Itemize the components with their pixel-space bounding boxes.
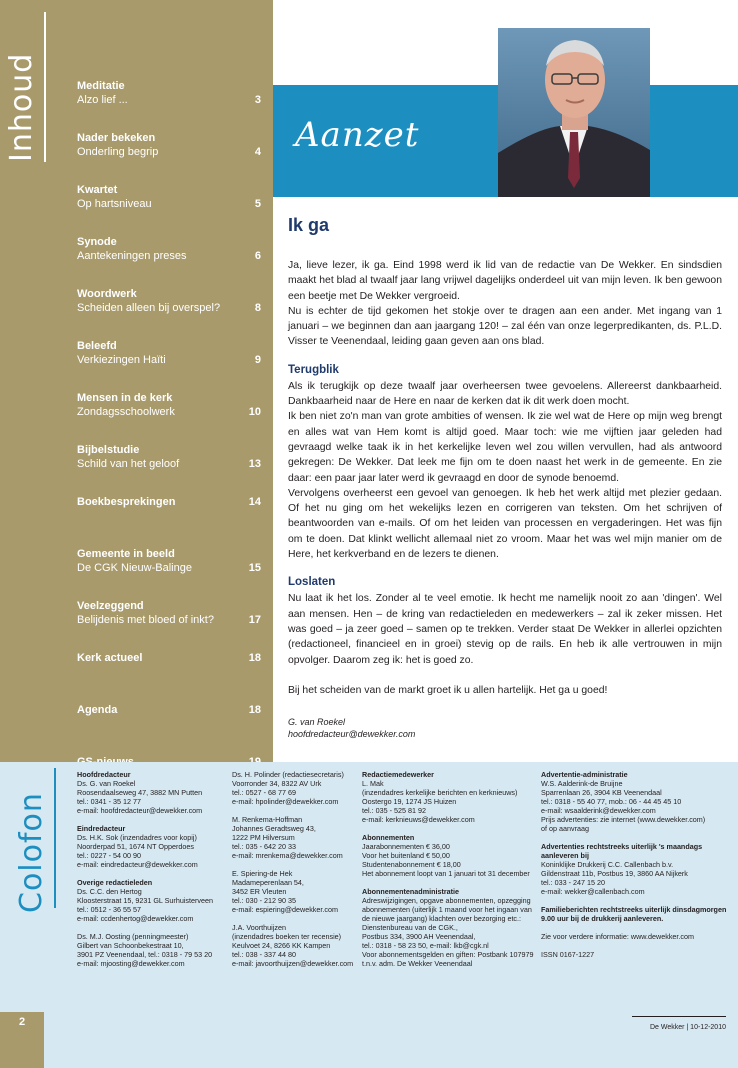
article-paragraph: Als ik terugkijk op deze twaalf jaar overheersen twee gevoelens. Allereerst dankbaarheid. Dankbaarheid naar de Here en naar de kerken dat ik dit werk doen mocht. [288, 380, 722, 408]
column-title: Aanzet [295, 115, 420, 155]
colophon-line: abonnementen (uiterlijk 1 maand voor het ingaan van [362, 905, 532, 914]
colophon-line[interactable]: e-mail: mjoosting@dewekker.com [77, 959, 185, 968]
signature-email[interactable]: hoofdredacteur@dewekker.com [288, 729, 416, 740]
toc-subtitle: Zondagsschoolwerk [77, 406, 175, 418]
colophon-line: of op aanvraag [541, 824, 589, 833]
colophon-line: 3901 PZ Veenendaal, tel.: 0318 - 79 53 20 [77, 950, 213, 959]
colophon-line: Voorronder 34, 8322 AV Urk [232, 779, 322, 788]
colophon-line: tel.: 035 - 525 81 92 [362, 806, 426, 815]
toc-subtitle: Alzo lief ... [77, 94, 128, 106]
colophon-line: Dienstenbureau van de CGK., [362, 923, 458, 932]
colophon-column-4 [541, 770, 731, 968]
page-number: 2 [0, 1012, 44, 1068]
colophon-line: Voor abonnementsgelden en giften: Postbank 107979 [362, 950, 534, 959]
colophon-block-title: Advertenties rechtstreeks uiterlijk 's maandags aanleveren bij [541, 842, 703, 860]
colophon-block [362, 770, 534, 824]
colophon-line: (inzendadres boeken ter recensie) [232, 932, 342, 941]
colophon-line: tel.: 0227 - 54 00 90 [77, 851, 141, 860]
colophon-block-title: Redactiemedewerker [362, 770, 434, 779]
colophon-title: Colofon [14, 792, 49, 913]
article-paragraph: Nu laat ik het los. Zonder al te veel emotie. Ik hecht me namelijk nooit zo aan 'dingen'. Wel aan mensen. Hen – de kring van redactieleden en medewerkers – zal ik zeker missen. Het was goed – ja zeer goed – samen op te trekken. Verder staat De Wekker in allerlei opzichten (redactioneel, financieel en in groei) stevig op de rails. En heb ik alle vertrouwen in mijn opvolger. Daarom zeg ik: het is goed zo. [288, 593, 722, 666]
article-intro [288, 258, 722, 350]
colophon-line: tel.: 0527 - 68 77 69 [232, 788, 296, 797]
toc-subtitle: Onderling begrip [77, 146, 159, 158]
toc-page-number: 8 [254, 302, 261, 314]
toc-page-number: 4 [254, 146, 261, 158]
sidebar-divider [44, 12, 46, 162]
colophon-line: tel.: 0318 - 55 40 77, mob.: 06 - 44 45 45 10 [541, 797, 682, 806]
colophon-line: tel.: 0341 - 35 12 77 [77, 797, 141, 806]
toc-category: Bijbelstudie [77, 444, 140, 456]
colophon-line: Keulvoet 24, 8266 KK Kampen [232, 941, 331, 950]
colophon-block [541, 770, 731, 833]
colophon-block-title: Abonnementenadministratie [362, 887, 460, 896]
colophon-block [232, 869, 357, 914]
toc-subtitle: Verkiezingen Haïti [77, 354, 166, 366]
article-paragraph: Nu is echter de tijd gekomen het stokje over te dragen aan een ander. Met ingang van 1 januari – we beginnen dan aan jaargang 120! – zal één van onze legerpredikanten, ds. P.L.D. Visser te Veenendaal, leiding gaan geven aan ons blad. [288, 305, 722, 348]
colophon-block [232, 923, 357, 968]
toc-page-number: 13 [248, 458, 261, 470]
toc-category: Kerk actueel [77, 652, 143, 664]
toc-item[interactable] [77, 704, 261, 756]
colophon-block-title: Familieberichten rechtstreeks uiterlijk dinsdagmorgen 9.00 uur bij de drukkerij aanleveren. [541, 905, 727, 923]
article-paragraph: Ik ben niet zo'n man van grote ambities of wensen. Ik zie wel wat de Here op mijn weg brengt en alles wat van Hem komt is altijd goed. Maar toch: wie me vijftien jaar geleden had gevraagd welke taak ik in het kerkelijke leven wel zou willen vervullen, had als antwoord gekregen: De Wekker. Dat leek me fijn om te doen naast het werk in de gemeente. En zie daar: een paar jaar later werd ik gevraagd en door de synode benoemd. [288, 411, 722, 484]
colophon-line: ISSN 0167-1227 [541, 950, 595, 959]
toc-page-number: 14 [248, 496, 261, 508]
colophon-line: Oostergo 19, 1274 JS Huizen [362, 797, 457, 806]
colophon-line: Postbus 334, 3900 AH Veenendaal, [362, 932, 476, 941]
contents-sidebar [0, 0, 273, 762]
colophon-line: Sparrenlaan 26, 3904 KB Veenendaal [541, 788, 662, 797]
table-of-contents [77, 80, 261, 808]
signature-name: G. van Roekel [288, 717, 346, 728]
colophon-line: tel.: 035 - 642 20 33 [232, 842, 296, 851]
article-section-loslaten [288, 591, 722, 667]
colophon-line: Roosendaalseweg 47, 3882 MN Putten [77, 788, 203, 797]
colophon-line: tel.: 038 - 337 44 80 [232, 950, 296, 959]
toc-subtitle: Op hartsniveau [77, 198, 152, 210]
article-paragraph: Vervolgens overheerst een gevoel van genoegen. Ik heb het werk altijd met plezier gedaan. Of het nu ging om het wekelijks lezen en corrigeren van teksten. Om het schrijven of beantwoorden van e-mails. Of om het leiden van processen en vergaderingen. Het was fijn om te doen. Dat klinkt wellicht allemaal niet zo vroom. Maar het was wel mijn manier om de Here, het kerkverband en de lezers te dienen. [288, 487, 722, 561]
author-portrait [498, 28, 650, 197]
toc-item[interactable] [77, 80, 261, 132]
colophon-line: Ds. C.C. den Hertog [77, 887, 142, 896]
toc-category: Boekbesprekingen [77, 496, 176, 508]
toc-item[interactable] [77, 132, 261, 184]
colophon-column-3 [362, 770, 534, 977]
colophon-line: Studentenabonnement € 18,00 [362, 860, 461, 869]
colophon-block [232, 770, 357, 806]
colophon-line: (inzendadres kerkelijke berichten en kerknieuws) [362, 788, 518, 797]
colophon-line: Ds. M.J. Oosting (penningmeester) [77, 932, 189, 941]
toc-item[interactable] [77, 236, 261, 288]
colophon-line: 1222 PM Hilversum [232, 833, 295, 842]
colophon-line: W.S. Aalderink-de Bruijne [541, 779, 623, 788]
colophon-block [362, 833, 534, 878]
colophon-line: tel.: 030 - 212 90 35 [232, 896, 296, 905]
colophon-block [77, 878, 227, 923]
toc-item[interactable] [77, 548, 261, 600]
article-section-terugblik [288, 379, 722, 563]
toc-item[interactable] [77, 340, 261, 392]
colophon-line: E. Spiering-de Hek [232, 869, 293, 878]
colophon-line: t.n.v. adm. De Wekker Veenendaal [362, 959, 473, 968]
colophon-line: Voor het buitenland € 50,00 [362, 851, 450, 860]
colophon-divider [54, 768, 56, 908]
toc-item[interactable] [77, 496, 261, 548]
toc-category: Veelzeggend [77, 600, 144, 612]
colophon-block-title: Advertentie-administratie [541, 770, 628, 779]
colophon-line: Adreswijzigingen, opgave abonnementen, opzegging [362, 896, 531, 905]
toc-subtitle: Schild van het geloof [77, 458, 180, 470]
colophon-line[interactable]: e-mail: wekker@callenbach.com [541, 887, 645, 896]
toc-page-number: 17 [248, 614, 261, 626]
article-paragraph: Ja, lieve lezer, ik ga. Eind 1998 werd ik lid van de redactie van De Wekker. En sindsdien maakt het blad al twaalf jaar lang vrijwel dagelijks onderdeel uit van mijn leven. Ik ben gewoon een beetje met De Wekker vergroeid. [288, 260, 722, 302]
toc-page-number: 18 [248, 652, 261, 664]
colophon-line[interactable]: e-mail: eindredacteur@dewekker.com [77, 860, 198, 869]
colophon-block [541, 950, 731, 959]
footer-rule [632, 1016, 726, 1017]
toc-page-number: 9 [254, 354, 261, 366]
toc-subtitle: Belijdenis met bloed of inkt? [77, 614, 214, 626]
colophon [0, 762, 738, 1068]
colophon-line: Jaarabonnementen € 36,00 [362, 842, 450, 851]
toc-category: Meditatie [77, 80, 125, 92]
section-heading-loslaten: Loslaten [288, 576, 336, 589]
article [288, 214, 722, 740]
section-heading-terugblik: Terugblik [288, 363, 339, 376]
colophon-block-title: Eindredacteur [77, 824, 126, 833]
toc-category: Beleefd [77, 340, 117, 352]
toc-subtitle: Scheiden alleen bij overspel? [77, 302, 221, 314]
colophon-line[interactable]: e-mail: kerknieuws@dewekker.com [362, 815, 475, 824]
toc-item[interactable] [77, 184, 261, 236]
colophon-line: Ds. H. Polinder (redactiesecretaris) [232, 770, 344, 779]
colophon-line: J.A. Voorthuijzen [232, 923, 286, 932]
toc-item[interactable] [77, 444, 261, 496]
colophon-column-2 [232, 770, 357, 977]
toc-category: Synode [77, 236, 117, 248]
colophon-block [77, 824, 227, 869]
toc-category: Gemeente in beeld [77, 548, 175, 560]
colophon-block-title: Overige redactieleden [77, 878, 153, 887]
colophon-line: Ds. H.K. Sok (inzendadres voor kopij) [77, 833, 197, 842]
toc-item[interactable] [77, 392, 261, 444]
colophon-line: Gildenstraat 11b, Postbus 19, 3860 AA Nijkerk [541, 869, 688, 878]
article-closing: Bij het scheiden van de markt groet ik u allen hartelijk. Het ga u goed! [288, 684, 608, 696]
toc-item[interactable] [77, 600, 261, 652]
toc-page-number: 15 [248, 562, 261, 574]
colophon-block-title: Hoofdredacteur [77, 770, 131, 779]
colophon-line: Ds. G. van Roekel [77, 779, 136, 788]
colophon-line: 3452 ER Vleuten [232, 887, 287, 896]
colophon-line: Kloosterstraat 15, 9231 GL Surhuisterveen [77, 896, 213, 905]
colophon-block [541, 842, 731, 896]
toc-category: Mensen in de kerk [77, 392, 173, 404]
colophon-line: Noorderpad 51, 1674 NT Opperdoes [77, 842, 194, 851]
toc-page-number: 18 [248, 704, 261, 716]
colophon-line: Johannes Geradtsweg 43, [232, 824, 316, 833]
colophon-line[interactable]: e-mail: hpolinder@dewekker.com [232, 797, 339, 806]
toc-page-number: 10 [248, 406, 261, 418]
colophon-line[interactable]: e-mail: ccdenhertog@dewekker.com [77, 914, 194, 923]
colophon-block [77, 770, 227, 815]
colophon-block-title: Abonnementen [362, 833, 415, 842]
colophon-block [541, 932, 731, 941]
signature [288, 716, 722, 740]
colophon-line[interactable]: e-mail: espiering@dewekker.com [232, 905, 338, 914]
colophon-line[interactable]: e-mail: javoorthuijzen@dewekker.com [232, 959, 354, 968]
colophon-column-1 [77, 770, 227, 977]
toc-item[interactable] [77, 652, 261, 704]
colophon-line: Madameperenlaan 54, [232, 878, 304, 887]
contents-title: Inhoud [4, 52, 39, 162]
colophon-block [232, 815, 357, 860]
colophon-line: de nieuwe jaargang) klachten over bezorging etc.: [362, 914, 522, 923]
portrait-photo-icon [498, 28, 650, 197]
colophon-line[interactable]: Zie voor verdere informatie: www.dewekker.com [541, 932, 694, 941]
colophon-line[interactable]: tel.: 0318 - 58 23 50, e-mail: lkb@cgk.nl [362, 941, 489, 950]
colophon-block [77, 932, 227, 968]
toc-subtitle: Aantekeningen preses [77, 250, 187, 262]
colophon-line[interactable]: e-mail: hoofdredacteur@dewekker.com [77, 806, 203, 815]
toc-category: Kwartet [77, 184, 118, 196]
colophon-line: tel.: 033 - 247 15 20 [541, 878, 605, 887]
toc-page-number: 3 [254, 94, 261, 106]
toc-page-number: 6 [254, 250, 261, 262]
colophon-block [541, 905, 731, 923]
toc-item[interactable] [77, 288, 261, 340]
toc-page-number: 5 [254, 198, 261, 210]
article-headline: Ik ga [288, 215, 330, 235]
colophon-line: Het abonnement loopt van 1 januari tot 31 december [362, 869, 530, 878]
colophon-line[interactable]: Prijs advertenties: zie internet (www.dewekker.com) [541, 815, 706, 824]
colophon-line: M. Renkema-Hoffman [232, 815, 303, 824]
colophon-line[interactable]: e-mail: mrenkema@dewekker.com [232, 851, 343, 860]
colophon-line: tel.: 0512 - 36 55 57 [77, 905, 141, 914]
colophon-line[interactable]: e-mail: wsaalderink@dewekker.com [541, 806, 656, 815]
colophon-line: L. Mak [362, 779, 384, 788]
colophon-block [362, 887, 534, 968]
colophon-line: Koninklijke Drukkerij C.C. Callenbach b.v. [541, 860, 674, 869]
toc-category: Woordwerk [77, 288, 137, 300]
footer-issue-info: De Wekker | 10-12-2010 [649, 1024, 726, 1031]
toc-subtitle: De CGK Nieuw-Balinge [77, 562, 192, 574]
toc-category: Agenda [77, 704, 118, 716]
toc-category: Nader bekeken [77, 132, 156, 144]
colophon-line: Gilbert van Schoonbekestraat 10, [77, 941, 184, 950]
